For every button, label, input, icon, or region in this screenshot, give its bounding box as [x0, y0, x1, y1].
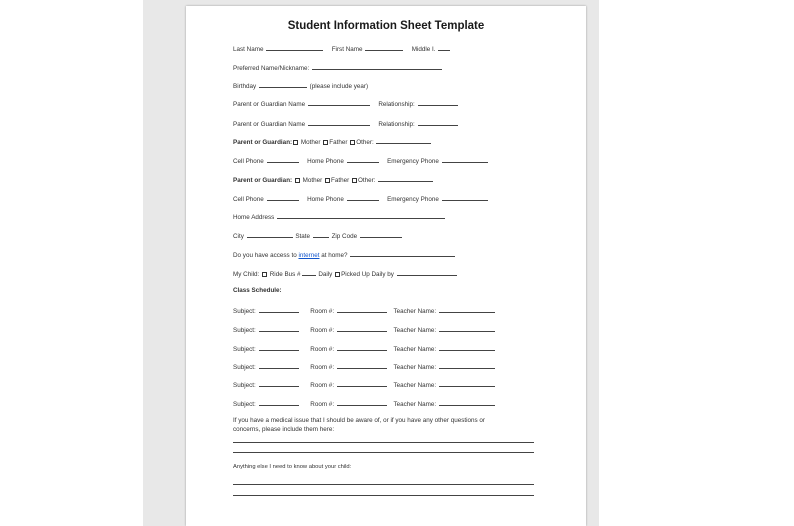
- emergency-phone-label: Emergency Phone: [387, 196, 439, 203]
- teacher-label: Teacher Name:: [393, 382, 437, 389]
- phones-row-1: [233, 156, 489, 166]
- guardian-name-row-1: [233, 99, 459, 109]
- other-checkbox[interactable]: [352, 178, 357, 183]
- medical-text-line-1: If you have a medical issue that I should be aware of, or if you have any other questions or: [233, 417, 486, 424]
- class-schedule-row: [233, 325, 496, 335]
- preferred-name-field[interactable]: [312, 63, 442, 70]
- class-schedule-row: [233, 380, 496, 390]
- medical-answer-line[interactable]: [233, 452, 534, 453]
- class-schedule-row: [233, 362, 496, 372]
- teacher-field[interactable]: [439, 399, 495, 406]
- zip-code-field[interactable]: [360, 231, 402, 238]
- preferred-name-row: [233, 63, 443, 73]
- other-field[interactable]: [378, 175, 433, 182]
- state-field[interactable]: [313, 231, 329, 238]
- anything-else-label: Anything else I need to know about your child:: [233, 464, 352, 470]
- internet-prefix: Do you have access to: [233, 252, 297, 259]
- room-field[interactable]: [337, 306, 387, 313]
- teacher-field[interactable]: [439, 344, 495, 351]
- my-child-label: My Child:: [233, 271, 260, 278]
- subject-label: Subject:: [233, 327, 256, 334]
- father-label: Father: [329, 139, 348, 146]
- picked-up-by-field[interactable]: [397, 269, 457, 276]
- state-label: State: [295, 233, 311, 240]
- class-schedule-row: [233, 399, 496, 409]
- mother-label: Mother: [300, 139, 321, 146]
- mother-label: Mother: [302, 177, 323, 184]
- room-field[interactable]: [337, 344, 387, 351]
- page-title: Student Information Sheet Template: [287, 20, 485, 32]
- class-schedule-row: [233, 344, 496, 354]
- other-label: Other:: [356, 139, 374, 146]
- last-name-field[interactable]: [266, 44, 323, 51]
- subject-label: Subject:: [233, 401, 256, 408]
- father-label: Father: [331, 177, 350, 184]
- subject-label: Subject:: [233, 308, 256, 315]
- guardian-name-label: Parent or Guardian Name: [233, 121, 306, 128]
- teacher-field[interactable]: [439, 306, 495, 313]
- mother-checkbox[interactable]: [293, 140, 298, 145]
- subject-field[interactable]: [259, 399, 299, 406]
- internet-field[interactable]: [350, 250, 455, 257]
- internet-link[interactable]: internet: [298, 252, 320, 259]
- last-name-label: Last Name: [233, 46, 264, 53]
- room-label: Room #:: [310, 346, 335, 353]
- internet-suffix: at home?: [321, 252, 348, 259]
- cell-phone-field[interactable]: [267, 194, 299, 201]
- emergency-phone-label: Emergency Phone: [387, 158, 439, 165]
- my-child-row: [233, 269, 458, 279]
- teacher-label: Teacher Name:: [393, 327, 437, 334]
- first-name-label: First Name: [331, 46, 363, 53]
- emergency-phone-field[interactable]: [442, 194, 488, 201]
- guardian-type-row-2: [233, 175, 434, 185]
- guardian-name-field[interactable]: [308, 119, 370, 126]
- mother-checkbox[interactable]: [295, 178, 300, 183]
- class-schedule-row: [233, 306, 496, 316]
- home-phone-field[interactable]: [347, 194, 379, 201]
- city-field[interactable]: [247, 231, 293, 238]
- teacher-label: Teacher Name:: [393, 308, 437, 315]
- cell-phone-label: Cell Phone: [233, 158, 264, 165]
- subject-field[interactable]: [259, 362, 299, 369]
- teacher-label: Teacher Name:: [393, 364, 437, 371]
- room-label: Room #:: [310, 364, 335, 371]
- father-checkbox[interactable]: [323, 140, 328, 145]
- birthday-row: [233, 81, 368, 91]
- teacher-field[interactable]: [439, 325, 495, 332]
- guardian-name-label: Parent or Guardian Name: [233, 101, 306, 108]
- home-phone-label: Home Phone: [307, 196, 344, 203]
- room-field[interactable]: [337, 325, 387, 332]
- class-schedule-heading: Class Schedule:: [233, 287, 282, 294]
- subject-field[interactable]: [259, 380, 299, 387]
- birthday-field[interactable]: [259, 81, 307, 88]
- city-state-zip-row: [233, 231, 403, 241]
- teacher-label: Teacher Name:: [393, 401, 437, 408]
- room-label: Room #:: [310, 401, 335, 408]
- room-label: Room #:: [310, 382, 335, 389]
- teacher-field[interactable]: [439, 380, 495, 387]
- name-row: [233, 44, 451, 54]
- birthday-note: (please include year): [309, 83, 369, 90]
- zip-code-label: Zip Code: [331, 233, 358, 240]
- middle-initial-field[interactable]: [438, 44, 450, 51]
- anything-else-answer-line[interactable]: [233, 495, 534, 496]
- guardian-name-row-2: [233, 119, 459, 129]
- home-address-label: Home Address: [233, 214, 275, 221]
- subject-field[interactable]: [259, 306, 299, 313]
- document-page: [186, 6, 586, 526]
- city-label: City: [233, 233, 244, 240]
- home-address-row: [233, 212, 446, 222]
- room-label: Room #:: [310, 327, 335, 334]
- ride-bus-checkbox[interactable]: [262, 272, 267, 277]
- relationship-label: Relationship:: [378, 101, 415, 108]
- medical-answer-line[interactable]: [233, 442, 534, 443]
- home-phone-field[interactable]: [347, 156, 379, 163]
- subject-label: Subject:: [233, 364, 256, 371]
- cell-phone-field[interactable]: [267, 156, 299, 163]
- guardian-name-field[interactable]: [308, 99, 370, 106]
- father-checkbox[interactable]: [325, 178, 330, 183]
- other-field[interactable]: [376, 137, 431, 144]
- teacher-field[interactable]: [439, 362, 495, 369]
- internet-row: [233, 250, 456, 260]
- relationship-label: Relationship:: [378, 121, 415, 128]
- phones-row-2: [233, 194, 489, 204]
- relationship-field[interactable]: [418, 99, 458, 106]
- room-field[interactable]: [337, 380, 387, 387]
- subject-field[interactable]: [259, 325, 299, 332]
- room-field[interactable]: [337, 399, 387, 406]
- middle-initial-label: Middle I.: [411, 46, 436, 53]
- bus-number-field[interactable]: [302, 269, 316, 276]
- picked-up-label: Picked Up Daily by: [341, 271, 394, 278]
- preferred-name-label: Preferred Name/Nickname:: [233, 65, 310, 72]
- subject-label: Subject:: [233, 382, 256, 389]
- cell-phone-label: Cell Phone: [233, 196, 264, 203]
- room-label: Room #:: [310, 308, 335, 315]
- birthday-label: Birthday: [233, 83, 257, 90]
- guardian-type-row-1: [233, 137, 432, 147]
- teacher-label: Teacher Name:: [393, 346, 437, 353]
- room-field[interactable]: [337, 362, 387, 369]
- other-label: Other:: [357, 177, 376, 184]
- other-checkbox[interactable]: [350, 140, 355, 145]
- home-address-field[interactable]: [277, 212, 445, 219]
- emergency-phone-field[interactable]: [442, 156, 488, 163]
- guardian-type-label: Parent or Guardian:: [233, 177, 293, 184]
- ride-bus-label: Ride Bus #: [269, 271, 301, 278]
- subject-field[interactable]: [259, 344, 299, 351]
- daily-label: Daily: [318, 271, 333, 278]
- home-phone-label: Home Phone: [307, 158, 344, 165]
- picked-up-checkbox[interactable]: [335, 272, 340, 277]
- first-name-field[interactable]: [365, 44, 403, 51]
- relationship-field[interactable]: [418, 119, 458, 126]
- subject-label: Subject:: [233, 346, 256, 353]
- anything-else-answer-line[interactable]: [233, 484, 534, 485]
- medical-text-line-2: concerns, please include them here:: [233, 426, 335, 433]
- guardian-type-label: Parent or Guardian:: [233, 139, 293, 146]
